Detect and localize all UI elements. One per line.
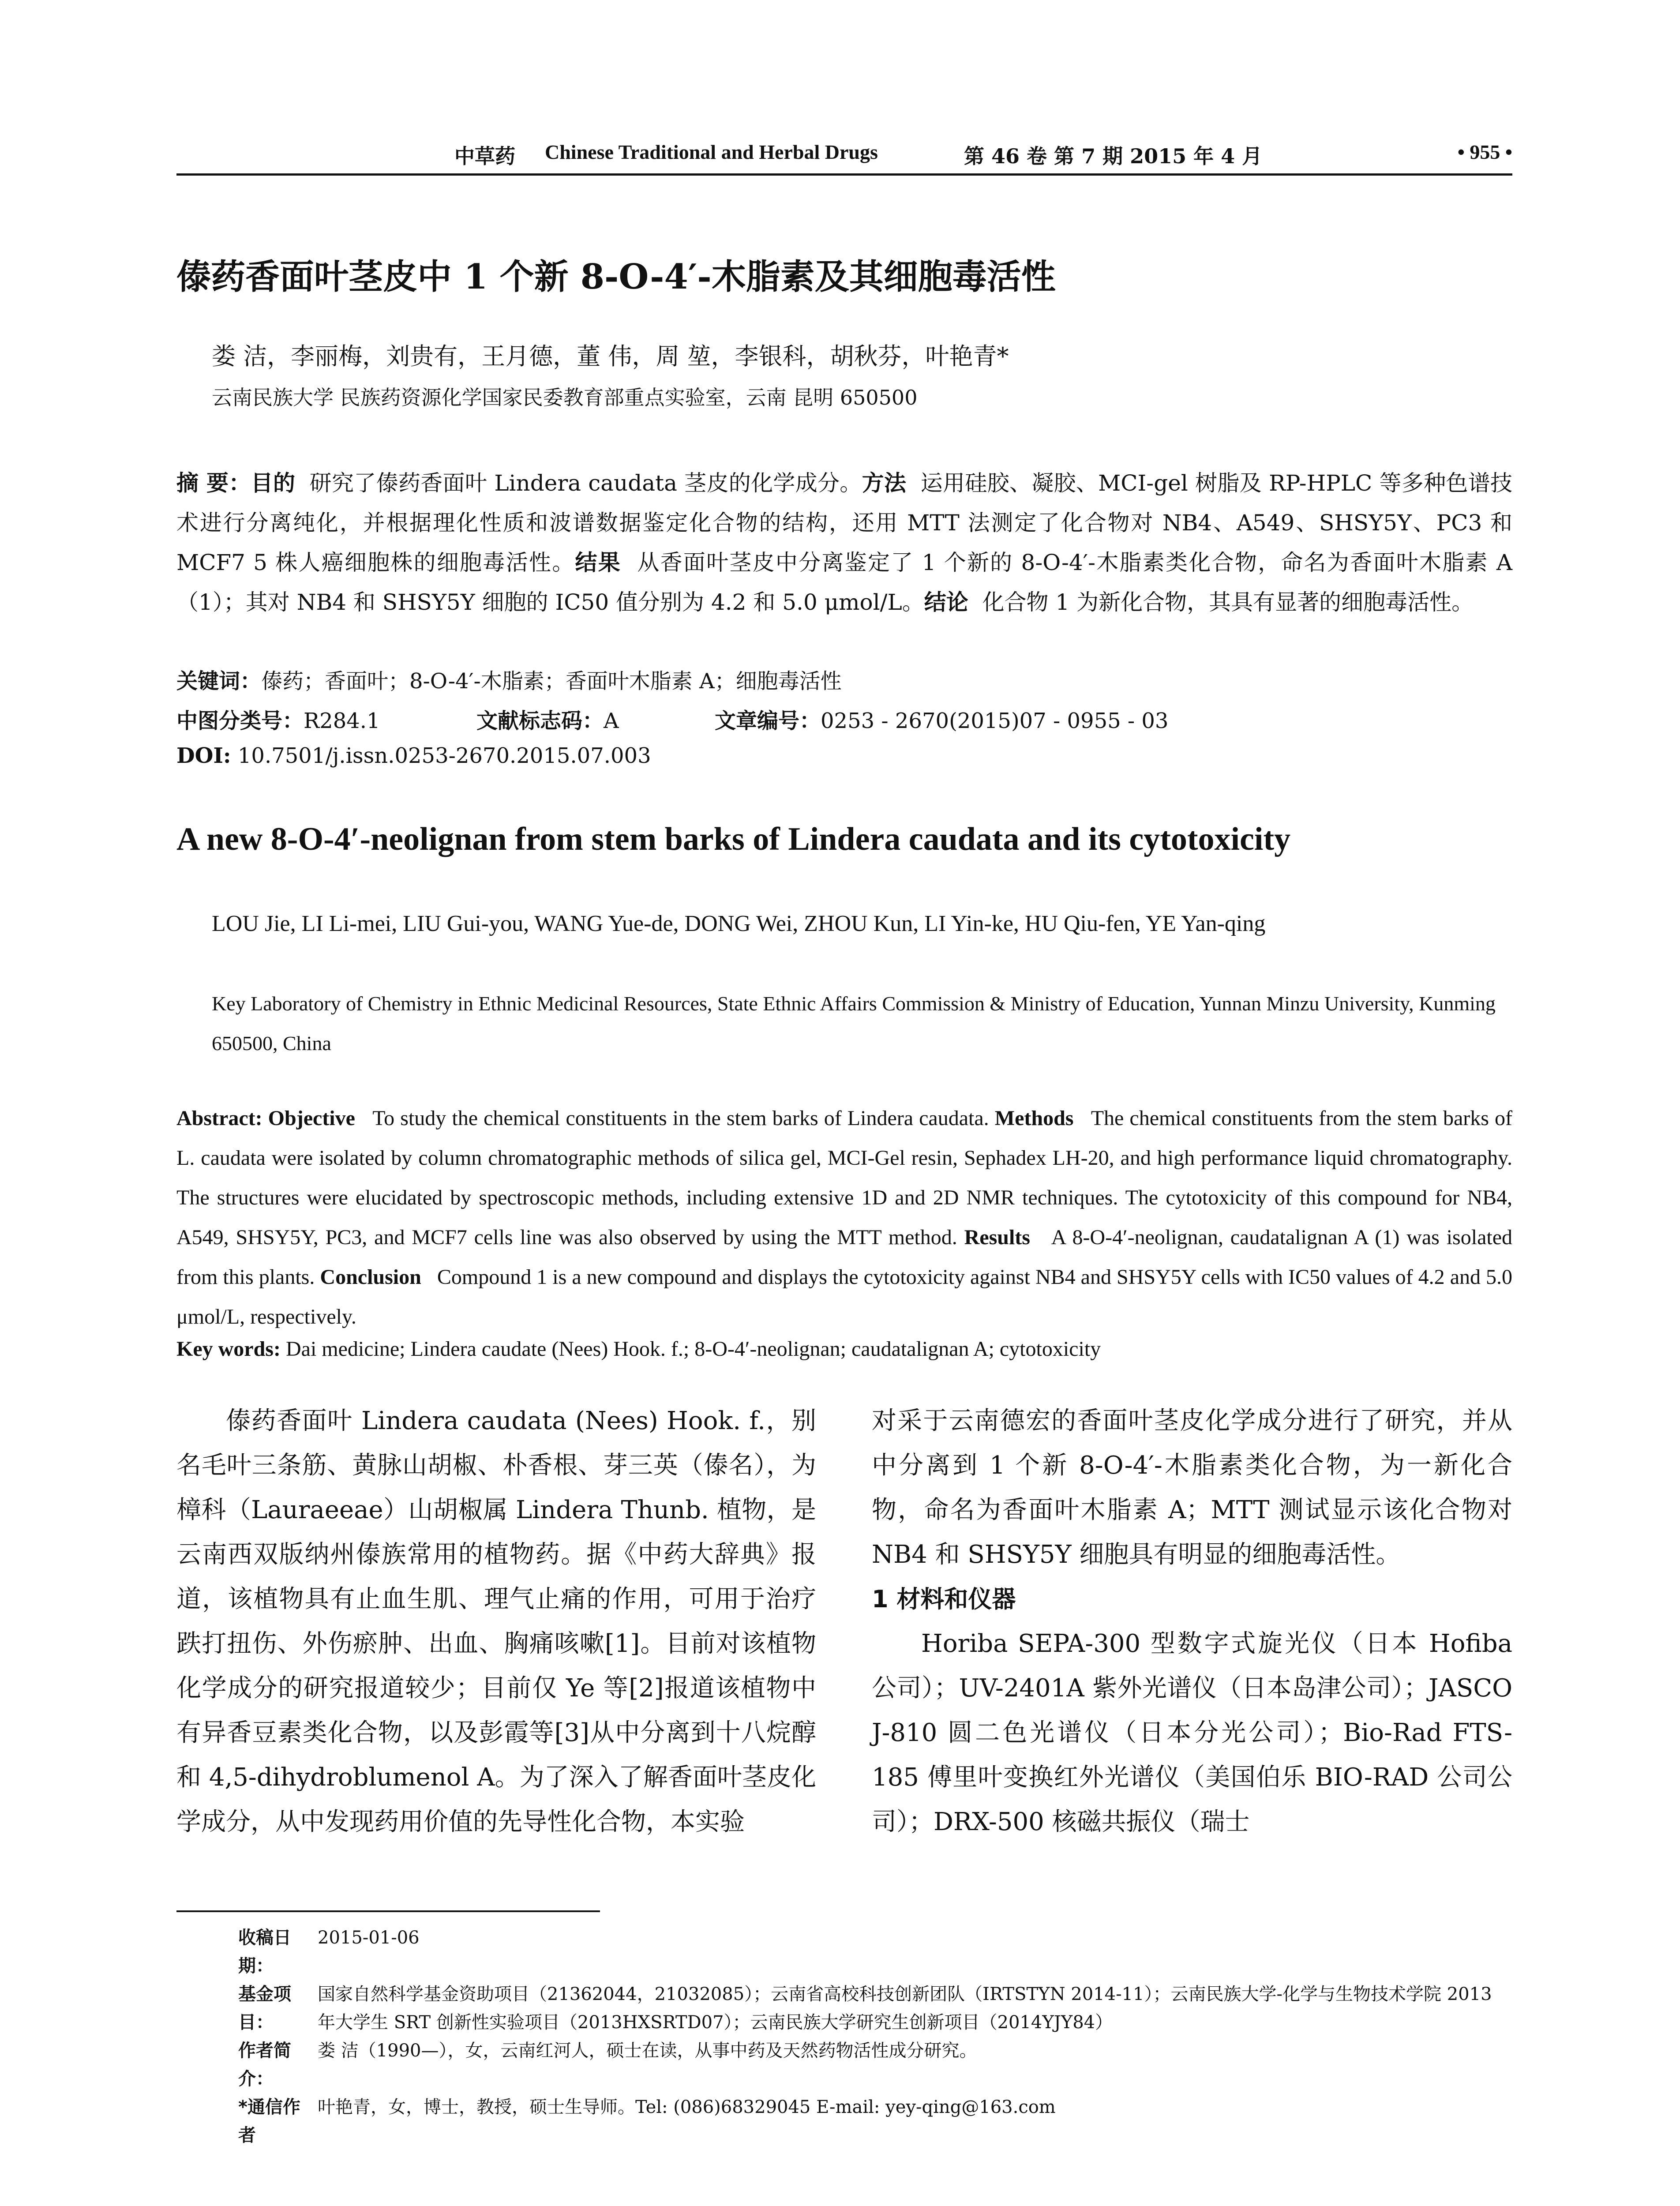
abstract-en <box>176 1099 1512 1337</box>
body-right-column <box>872 1399 1512 1844</box>
footnote-text: 娄 洁（1990—），女，云南红河人，硕士在读，从事中药及天然药物活性成分研究。 <box>318 2041 977 2061</box>
affiliation-en: Key Laboratory of Chemistry in Ethnic Medicinal Resources, State Ethnic Affairs Commission & Ministry of Education, Yunnan Minzu University, Kunming 650500, China <box>212 992 1496 1054</box>
footnote-label: 作者简介： <box>238 2041 291 2089</box>
journal-name-zh: 中草药 <box>454 144 515 168</box>
doi-label: DOI: <box>176 743 231 768</box>
footnote-label: 基金项目： <box>238 1984 291 2033</box>
methods-label-en: Methods <box>994 1107 1074 1130</box>
instruments-paragraph: Horiba SEPA-300 型数字式旋光仪（日本 Hofiba 公司）；UV-2401A 紫外光谱仪（日本岛津公司）；JASCO J-810 圆二色光谱仪（日本分光公司）；Bio-Rad FTS-185 傅里叶变换红外光谱仪（美国伯乐 BIO-RAD 公司公司）；DRX-500 核磁共振仪（瑞士 <box>872 1629 1512 1836</box>
footnote-text: 叶艳青，女，博士，教授，硕士生导师。Tel: (086)68329045 E-mail: yey-qing@163.com <box>318 2097 1056 2117</box>
results-text-zh: 从香面叶茎皮中分离鉴定了 1 个新的 8-O-4′-木脂素类化合物，命名为香面叶木脂素 A（1）；其对 NB4 和 SHSY5Y 细胞的 IC50 值分别为 4.2 和 5.0 μmol/L。 <box>176 550 1512 615</box>
footnote-corresponding <box>238 2093 1509 2150</box>
conclusion-text-zh: 化合物 1 为新化合物，其具有显著的细胞毒活性。 <box>982 589 1474 615</box>
results-label-zh: 结果 <box>575 550 622 575</box>
authors-en: LOU Jie, LI Li-mei, LIU Gui-you, WANG Yue-de, DONG Wei, ZHOU Kun, LI Yin-ke, HU Qiu-fen, YE Yan-qing <box>212 911 1266 936</box>
intro-continuation: 对采于云南德宏的香面叶茎皮化学成分进行了研究，并从中分离到 1 个新 8-O-4′-木脂素类化合物，为一新化合物，命名为香面叶木脂素 A；MTT 测试显示该化合物对 NB4 和 SHSY5Y 细胞具有明显的细胞毒活性。 <box>872 1407 1512 1569</box>
header-rule <box>176 173 1512 176</box>
issue-info: 第 46 卷 第 7 期 2015 年 4 月 <box>964 144 1263 168</box>
affiliation-zh: 云南民族大学 民族药资源化学国家民委教育部重点实验室，云南 昆明 650500 <box>212 386 918 409</box>
footnote-label: *通信作者 <box>238 2097 300 2146</box>
keywords-en-label: Key words: <box>176 1337 281 1361</box>
conclusion-label-zh: 结论 <box>924 589 968 615</box>
article-number-value: 0253 - 2670(2015)07 - 0955 - 03 <box>821 709 1169 733</box>
doc-code-label: 文献标志码： <box>476 709 604 733</box>
conclusion-text-en: Compound 1 is a new compound and displays the cytotoxicity against NB4 and SHSY5Y cells with IC50 values of 4.2 and 5.0 μmol/L, respectively. <box>176 1265 1513 1328</box>
footnote-received <box>238 1924 1509 1980</box>
page-number: • 955 • <box>1457 141 1512 163</box>
objective-text-en: To study the chemical constituents in the stem barks of Lindera caudata. <box>372 1107 989 1130</box>
footnote-label: 收稿日期： <box>238 1928 291 1976</box>
doi-line <box>176 743 651 768</box>
clc-label: 中图分类号： <box>176 709 304 733</box>
clc-value: R284.1 <box>304 709 380 733</box>
running-header <box>176 140 1512 167</box>
footnote-text: 2015-01-06 <box>318 1928 420 1948</box>
keywords-en <box>176 1337 1101 1361</box>
footnote-rule <box>176 1910 600 1912</box>
article-title-en: A new 8-O-4′-neolignan from stem barks of Lindera caudata and its cytotoxicity <box>176 821 1291 857</box>
keywords-zh-label: 关键词： <box>176 669 262 694</box>
results-text-en: A 8-O-4′-neolignan, caudatalignan A (1) was isolated from this plants. <box>176 1226 1513 1289</box>
keywords-zh-text: 傣药；香面叶；8-O-4′-木脂素；香面叶木脂素 A；细胞毒活性 <box>261 669 842 694</box>
results-label-en: Results <box>964 1226 1030 1249</box>
footnote-author-bio <box>238 2037 1509 2093</box>
objective-text-zh: 研究了傣药香面叶 Lindera caudata 茎皮的化学成分。 <box>309 470 862 496</box>
doi-value[interactable]: 10.7501/j.issn.0253-2670.2015.07.003 <box>237 743 651 768</box>
conclusion-label-en: Conclusion <box>320 1265 421 1289</box>
abstract-zh-label: 摘 要： <box>176 470 251 496</box>
article-title-zh: 傣药香面叶茎皮中 1 个新 8-O-4′-木脂素及其细胞毒活性 <box>176 257 1056 297</box>
body-left-column: 傣药香面叶 Lindera caudata (Nees) Hook. f.，别名毛叶三条筋、黄脉山胡椒、朴香根、芽三英（傣名），为樟科（Lauraeeae）山胡椒属 Lindera Thunb. 植物，是云南西双版纳州傣族常用的植物药。据《中药大辞典》报道，该植物具有止血生肌、理气止痛的作用，可用于治疗跌打扭伤、外伤瘀肿、出血、胸痛咳嗽[1]。目前对该植物化学成分的研究报道较少；目前仅 Ye 等[2]报道该植物中有异香豆素类化合物，以及彭霞等[3]从中分离到十八烷醇和 4,5-dihydroblumenol A。为了深入了解香面叶茎皮化学成分，从中发现药用价值的先导性化合物，本实验 <box>176 1407 816 1836</box>
abstract-en-label: Abstract: Objective <box>176 1107 355 1130</box>
doc-code-value: A <box>604 709 619 733</box>
keywords-en-text: Dai medicine; Lindera caudate (Nees) Hook. f.; 8-O-4′-neolignan; caudatalignan A; cytotoxicity <box>285 1337 1101 1361</box>
footnotes <box>238 1924 1509 2150</box>
authors-zh: 娄 洁，李丽梅，刘贵有，王月德，董 伟，周 堃，李银科，胡秋芬，叶艳青* <box>212 342 1009 370</box>
article-number-label: 文章编号： <box>715 709 821 733</box>
abstract-zh <box>176 463 1512 622</box>
objective-label-zh: 目的 <box>251 470 296 496</box>
keywords-zh <box>176 664 842 694</box>
methods-text-en: The chemical constituents from the stem barks of L. caudata were isolated by column chromatographic methods of silica gel, MCI-Gel resin, Sephadex LH-20, and high performance liquid chromatography. The structures were elucidated by spectroscopic methods, including extensive 1D and 2D NMR techniques. The cytotoxicity of this compound for NB4, A549, SHSY5Y, PC3, and MCF7 cells line was also observed by using the MTT method. <box>176 1107 1513 1249</box>
methods-text-zh: 运用硅胶、凝胶、MCI-gel 树脂及 RP-HPLC 等多种色谱技术进行分离纯化，并根据理化性质和波谱数据鉴定化合物的结构，还用 MTT 法测定了化合物对 NB4、A549、SHSY5Y、PC3 和 MCF7 5 株人癌细胞株的细胞毒活性。 <box>176 470 1513 575</box>
footnote-text: 国家自然科学基金资助项目（21362044，21032085）；云南省高校科技创新团队（IRTSTYN 2014-11）；云南民族大学-化学与生物技术学院 2013 年大学生 SRT 创新性实验项目（2013HXSRTD07）；云南民族大学研究生创新项目（2014YJY84） <box>318 1984 1492 2033</box>
methods-label-zh: 方法 <box>862 470 907 496</box>
footnote-funding <box>238 1980 1509 2037</box>
journal-name-en: Chinese Traditional and Herbal Drugs <box>545 141 878 163</box>
section-heading: 1 材料和仪器 <box>872 1585 1016 1613</box>
